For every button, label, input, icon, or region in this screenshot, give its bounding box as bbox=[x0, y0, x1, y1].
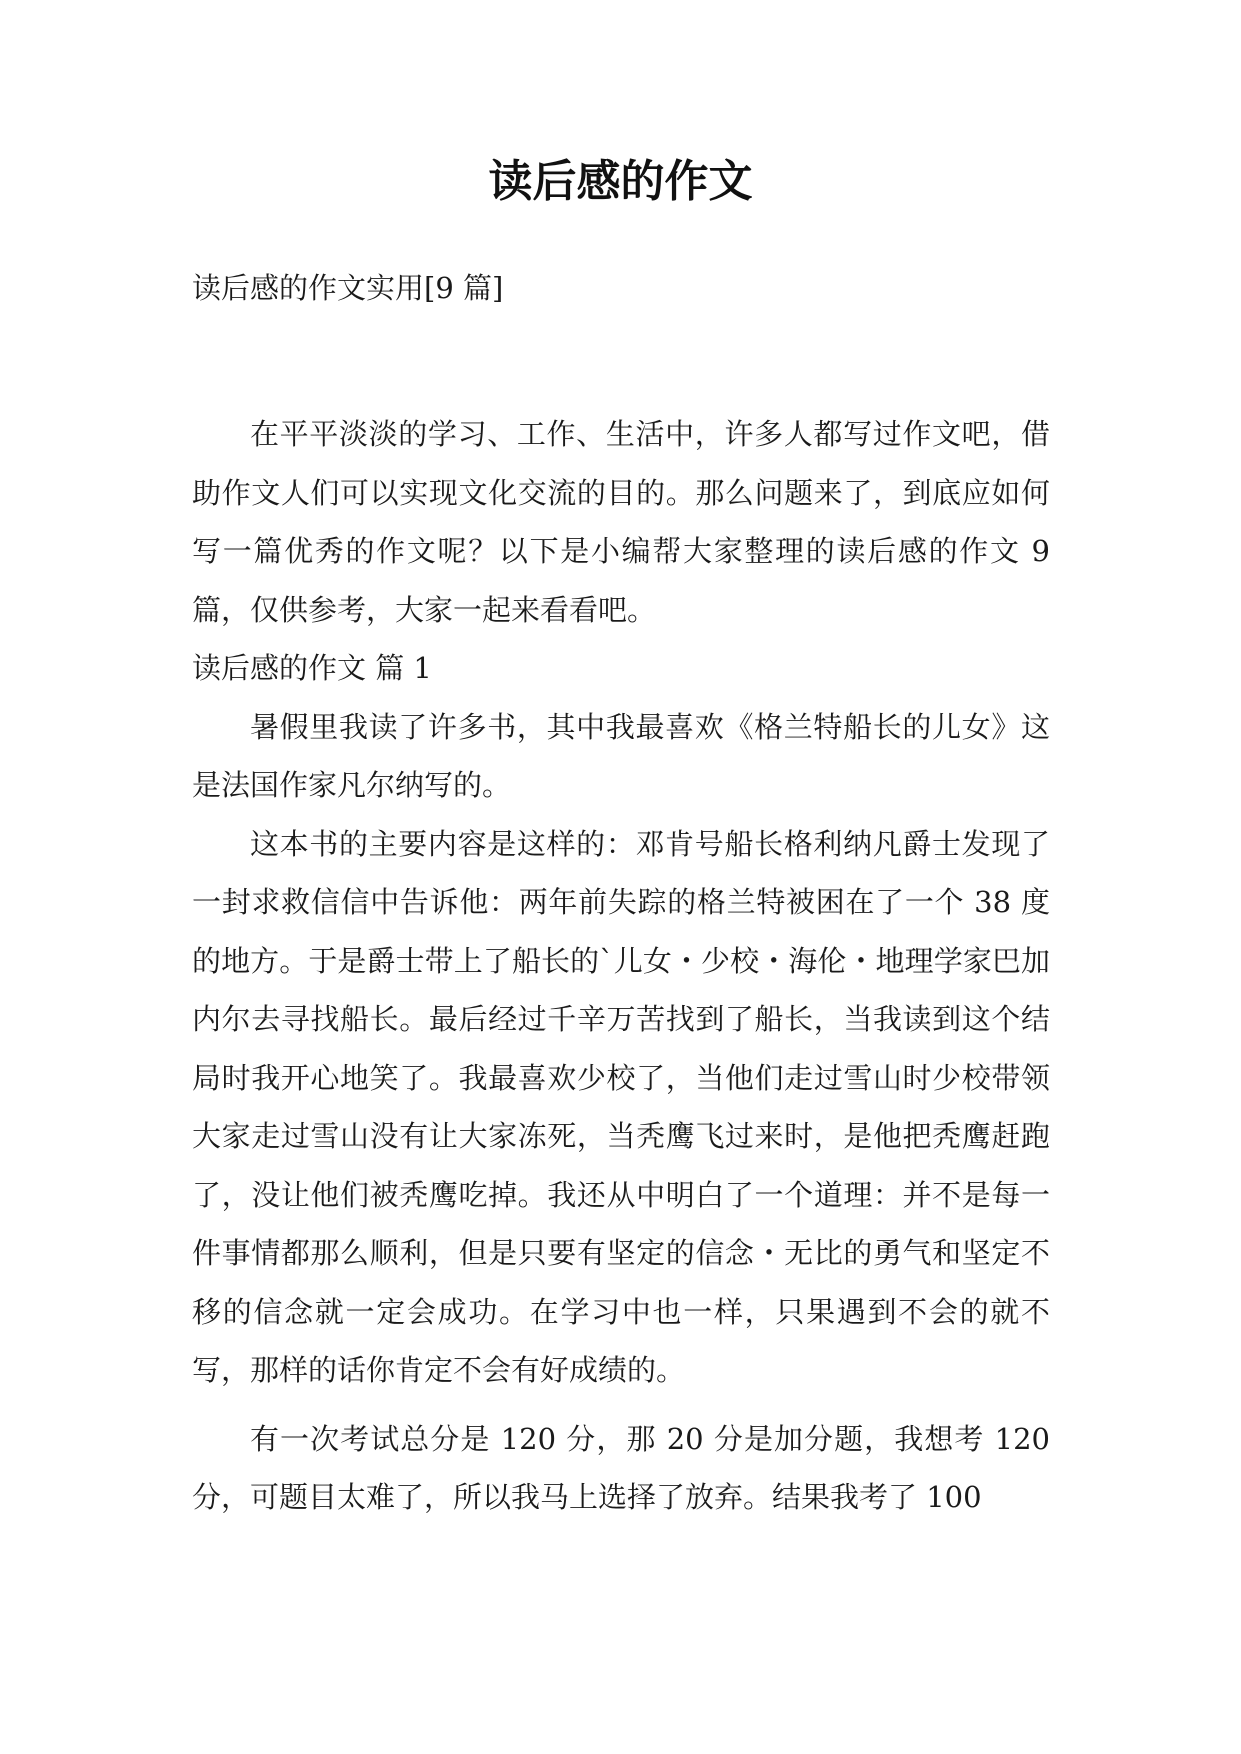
document-body bbox=[192, 405, 1050, 1527]
document-title: 读后感的作文 bbox=[488, 156, 753, 207]
section-heading: 读后感的作文 篇 1 bbox=[192, 651, 432, 685]
body-paragraph: 暑假里我读了许多书，其中我最喜欢《格兰特船长的儿女》这是法国作家凡尔纳写的。 bbox=[192, 709, 1050, 802]
body-paragraph: 这本书的主要内容是这样的：邓肯号船长格利纳凡爵士发现了一封求救信信中告诉他：两年前失踪的格兰特被困在了一个 38 度的地方。于是爵士带上了船长的`儿女・少校・海伦・地理学家巴加内尔去寻找船长。最后经过千辛万苦找到了船长，当我读到这个结局时我开心地笑了。我最喜欢少校了，当他们走过雪山时少校带领大家走过雪山没有让大家冻死，当秃鹰飞过来时，是他把秃鹰赶跑了，没让他们被秃鹰吃掉。我还从中明白了一个道理：并不是每一件事情都那么顺利，但是只要有坚定的信念・无比的勇气和坚定不移的信念就一定会成功。在学习中也一样，只果遇到不会的就不写，那样的话你肯定不会有好成绩的。 bbox=[192, 826, 1050, 1387]
document-subtitle: 读后感的作文实用[9 篇] bbox=[192, 271, 504, 305]
intro-paragraph: 在平平淡淡的学习、工作、生活中，许多人都写过作文吧，借助作文人们可以实现文化交流的目的。那么问题来了，到底应如何写一篇优秀的作文呢？以下是小编帮大家整理的读后感的作文 9 篇，仅供参考，大家一起来看看吧。 bbox=[192, 417, 1050, 627]
body-paragraph: 有一次考试总分是 120 分，那 20 分是加分题，我想考 120 分，可题目太难了，所以我马上选择了放弃。结果我考了 100 bbox=[192, 1421, 1050, 1514]
